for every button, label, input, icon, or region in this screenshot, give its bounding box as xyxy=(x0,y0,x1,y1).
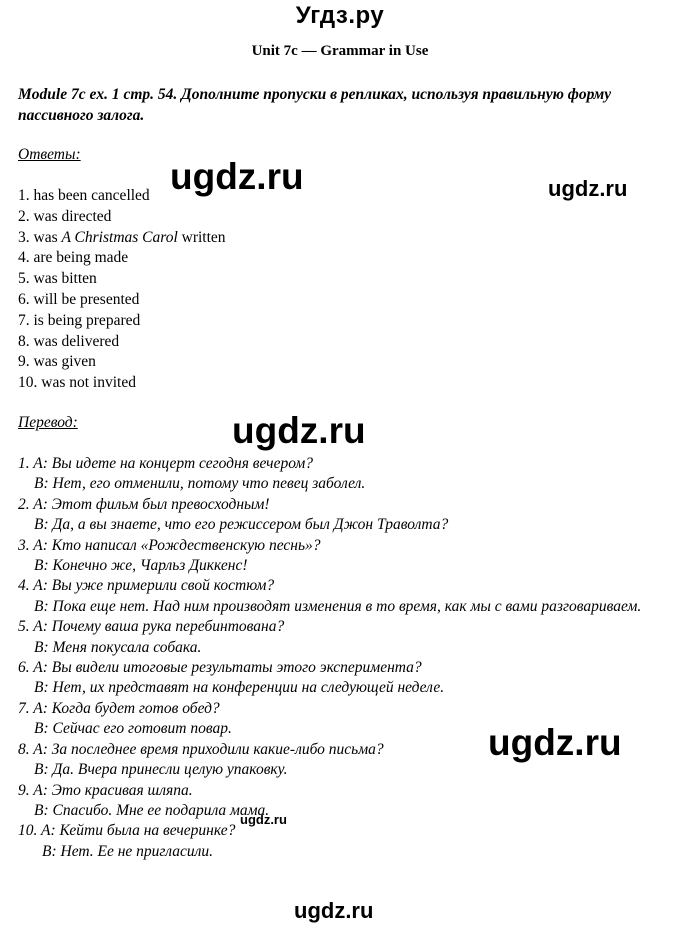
answer-item xyxy=(18,207,226,228)
dialogue-item xyxy=(18,658,668,699)
dialogue-item xyxy=(18,576,668,617)
answer-item xyxy=(18,332,226,353)
dialogue-line-b: B: Меня покусала собака. xyxy=(34,638,202,656)
dialogue-item xyxy=(18,821,668,862)
watermark: ugdz.ru xyxy=(488,722,622,763)
document-title: Unit 7c — Grammar in Use xyxy=(251,43,429,59)
answer-text: 4. are being made xyxy=(18,249,129,267)
dialogue-line-b: B: Сейчас его готовит повар. xyxy=(34,720,232,738)
answer-text: 9. was given xyxy=(18,353,96,371)
dialogue-item xyxy=(18,617,668,658)
dialogue-line-a: 2. A: Этот фильм был превосходным! xyxy=(18,495,270,513)
dialogue-line-b: B: Нет, их представят на конференции на следующей неделе. xyxy=(34,679,445,697)
watermark: ugdz.ru xyxy=(240,812,287,827)
answer-text: 1. has been cancelled xyxy=(18,187,150,204)
dialogue-line-a: 5. A: Почему ваша рука перебинтована? xyxy=(18,618,285,636)
dialogue-line-a: 7. A: Когда будет готов обед? xyxy=(18,699,220,717)
answer-text: 3. was xyxy=(18,228,62,246)
dialogue-line-b: B: Да. Вчера принесли целую упаковку. xyxy=(34,761,288,779)
dialogue-item xyxy=(18,536,668,577)
dialogue-line-a: 4. A: Вы уже примерили свой костюм? xyxy=(18,577,275,595)
answer-item xyxy=(18,352,226,373)
watermark: ugdz.ru xyxy=(232,410,366,451)
dialogue-line-b: B: Нет. Ее не пригласили. xyxy=(42,842,213,860)
answer-item xyxy=(18,269,226,290)
answer-text: 6. will be presented xyxy=(18,290,140,308)
answers-list xyxy=(18,186,226,394)
answer-text: 8. was delivered xyxy=(18,332,120,350)
dialogue-line-b: B: Нет, его отменили, потому что певец заболел. xyxy=(34,475,366,493)
dialogue-item xyxy=(18,454,668,495)
site-header: Угдз.ру xyxy=(295,2,385,29)
dialogue-line-a: 9. A: Это красивая шляпа. xyxy=(18,781,193,799)
dialogue-line-b: B: Спасибо. Мне ее подарила мама. xyxy=(34,801,270,819)
dialogue-line-a: 1. A: Вы идете на концерт сегодня вечером? xyxy=(18,455,313,472)
translation-dialogues xyxy=(18,454,668,862)
answer-text-tail: written xyxy=(177,228,226,246)
answer-item xyxy=(18,373,226,394)
dialogue-line-b: B: Конечно же, Чарльз Диккенс! xyxy=(34,557,248,575)
dialogue-item xyxy=(18,495,668,536)
watermark: ugdz.ru xyxy=(294,898,374,923)
translation-heading: Перевод: xyxy=(18,414,78,431)
watermark: ugdz.ru xyxy=(170,156,304,197)
dialogue-line-a: 10. A: Кейти была на вечеринке? xyxy=(18,822,236,840)
answer-title-italic: A Christmas Carol xyxy=(61,228,178,246)
answer-text: 5. was bitten xyxy=(18,270,97,288)
dialogue-line-a: 6. A: Вы видели итоговые результаты этого эксперимента? xyxy=(18,659,422,677)
task-statement: Module 7c ex. 1 стр. 54. Дополните пропуски в репликах, используя правильную форму пассивного залога. xyxy=(18,86,612,124)
answer-text: 2. was directed xyxy=(18,207,112,225)
dialogue-line-b: B: Пока еще нет. Над ним производят изменения в то время, как мы с вами разговариваем. xyxy=(34,597,642,615)
dialogue-line-a: 8. A: За последнее время приходили какие-либо письма? xyxy=(18,740,384,758)
answers-heading: Ответы: xyxy=(18,146,81,163)
answer-item xyxy=(18,228,226,249)
answer-item xyxy=(18,290,226,311)
answer-text: 7. is being prepared xyxy=(18,311,141,329)
watermark: ugdz.ru xyxy=(548,176,628,201)
answer-item xyxy=(18,248,226,269)
dialogue-item xyxy=(18,781,668,822)
answer-item xyxy=(18,311,226,332)
dialogue-line-a: 3. A: Кто написал «Рождественскую песнь»? xyxy=(18,536,321,554)
dialogue-line-b: B: Да, а вы знаете, что его режиссером был Джон Траволта? xyxy=(34,516,449,534)
answer-text: 10. was not invited xyxy=(18,374,136,392)
